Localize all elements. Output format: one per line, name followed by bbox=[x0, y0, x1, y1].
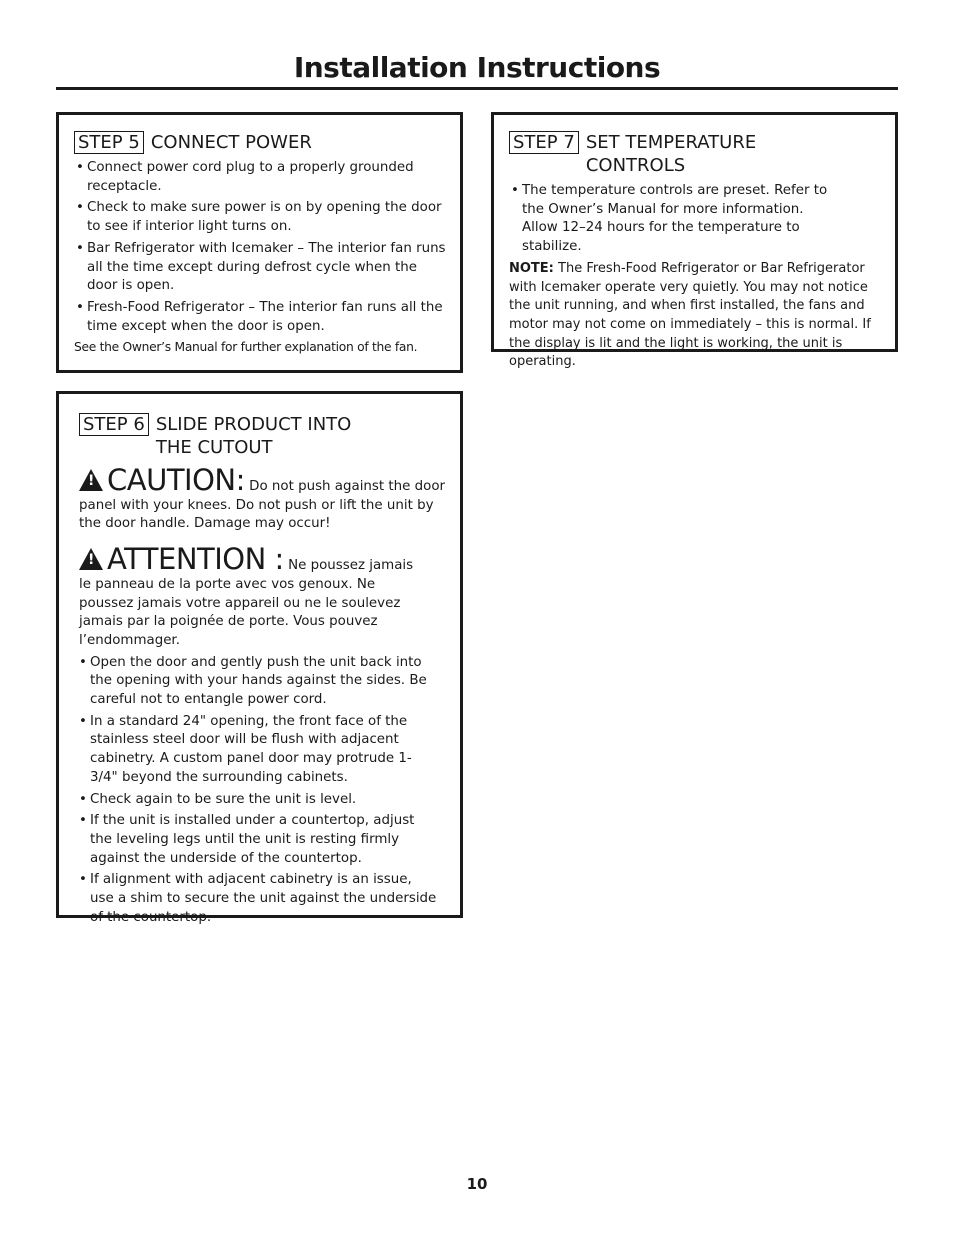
note-text: The Fresh-Food Refrigerator or Bar Refrigerator with Icemaker operate very quietly. You may not notice the unit running, and when first installed, the fans and motor may not come on immediately – this is normal. If the display is lit and the light is working, the unit is operating. bbox=[509, 260, 871, 370]
step6-bullet: • If alignment with adjacent cabinetry is an issue, use a shim to secure the unit against the underside of the countertop. bbox=[79, 871, 439, 927]
caution-label: CAUTION: bbox=[107, 463, 245, 497]
step6-bullet: • If the unit is installed under a countertop, adjust the leveling legs until the unit is resting firmly against the underside of the countertop. bbox=[79, 812, 439, 868]
step6-box bbox=[56, 391, 463, 925]
step7-tag: STEP 7 bbox=[509, 131, 579, 154]
title-rule bbox=[56, 87, 898, 90]
step5-bullet: • Bar Refrigerator with Icemaker – The interior fan runs all the time except during defrost cycle when the door is open. bbox=[76, 240, 446, 296]
caution-block bbox=[79, 465, 446, 534]
step5-box bbox=[56, 112, 463, 373]
warning-triangle-icon: ! bbox=[79, 548, 103, 570]
caution-text: Do not push against the door panel with your knees. Do not push or lift the unit by the door handle. Damage may occur! bbox=[79, 479, 446, 532]
step5-title: CONNECT POWER bbox=[150, 132, 312, 153]
step6-bullet-list bbox=[79, 654, 439, 928]
step7-header bbox=[509, 131, 883, 177]
page-number: 10 bbox=[466, 1175, 488, 1193]
step6-bullet: • Check again to be sure the unit is level. bbox=[79, 791, 439, 810]
attention-text: Ne poussez jamais le panneau de la porte avec vos genoux. Ne poussez jamais votre appareil ou ne le soulevez jamais par la poignée de porte. Vous pouvez l’endommager. bbox=[79, 558, 414, 648]
step6-title-line2: THE CUTOUT bbox=[155, 437, 273, 458]
step7-title-line1: SET TEMPERATURE bbox=[585, 132, 757, 153]
step7-bullet: • The temperature controls are preset. Refer to the Owner’s Manual for more information. Allow 12–24 hours for the temperature to stabilize. bbox=[511, 182, 841, 257]
step7-title-line2: CONTROLS bbox=[585, 155, 686, 176]
warning-triangle-icon: ! bbox=[79, 469, 103, 491]
attention-block bbox=[79, 544, 419, 651]
step5-bullet: • Check to make sure power is on by opening the door to see if interior light turns on. bbox=[76, 199, 446, 236]
step7-note bbox=[509, 260, 883, 372]
page-title: Installation Instructions bbox=[293, 51, 661, 84]
step6-bullet: • Open the door and gently push the unit back into the opening with your hands against the sides. Be careful not to entangle power cord. bbox=[79, 654, 439, 710]
step7-title bbox=[586, 131, 756, 177]
step6-title-line1: SLIDE PRODUCT INTO bbox=[155, 414, 352, 435]
step5-header bbox=[74, 131, 446, 154]
step6-title bbox=[156, 413, 352, 459]
note-label: NOTE: bbox=[509, 260, 554, 276]
step6-bullet: • In a standard 24" opening, the front face of the stainless steel door will be flush with adjacent cabinetry. A custom panel door may protrude 1-3/4" beyond the surrounding cabinets. bbox=[79, 713, 439, 788]
step5-bullet: • Connect power cord plug to a properly grounded receptacle. bbox=[76, 159, 446, 196]
step5-tag: STEP 5 bbox=[74, 131, 144, 154]
step5-bullet: • Fresh-Food Refrigerator – The interior fan runs all the time except when the door is open. bbox=[76, 299, 446, 336]
attention-label: ATTENTION : bbox=[107, 542, 284, 577]
step7-bullet-list bbox=[509, 182, 841, 257]
step6-header bbox=[79, 413, 446, 459]
step6-tag: STEP 6 bbox=[79, 413, 149, 436]
step5-footnote: See the Owner’s Manual for further explanation of the fan. bbox=[74, 340, 418, 355]
step5-bullet-list bbox=[74, 159, 446, 336]
step7-box bbox=[491, 112, 898, 370]
